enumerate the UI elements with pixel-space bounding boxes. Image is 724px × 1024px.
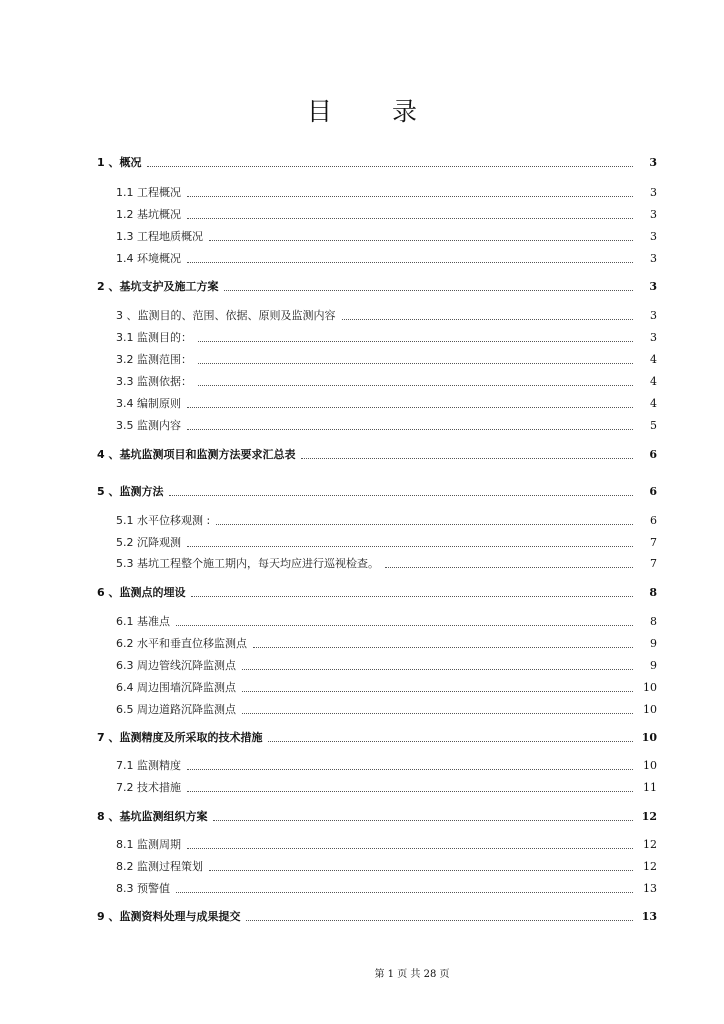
toc-entry-page: 12 xyxy=(643,860,657,873)
toc-entry-page: 3 xyxy=(650,208,657,221)
toc-entry[interactable] xyxy=(116,248,657,266)
page-title: 目 录 xyxy=(307,97,443,126)
toc-entry-label: 7 、监测精度及所采取的技术措施 xyxy=(97,731,263,744)
toc-entry-page: 4 xyxy=(650,397,657,410)
toc-entry-label: 6.1 基准点 xyxy=(116,615,170,628)
toc-entry-page: 11 xyxy=(643,781,657,794)
toc-entry[interactable] xyxy=(116,755,657,773)
toc-entry-page: 9 xyxy=(650,637,657,650)
toc-dot-leader xyxy=(176,625,633,626)
toc-entry-label: 6.5 周边道路沉降监测点 xyxy=(116,703,236,716)
toc-dot-leader xyxy=(246,920,633,921)
toc-entry-label: 7.2 技术措施 xyxy=(116,781,181,794)
toc-dot-leader xyxy=(268,741,633,742)
toc-entry-page: 4 xyxy=(650,353,657,366)
toc-entry-page: 8 xyxy=(649,586,657,599)
toc-entry[interactable] xyxy=(116,553,657,571)
toc-entry-label: 3.4 编制原则 xyxy=(116,397,181,410)
toc-entry[interactable] xyxy=(116,349,657,367)
page-footer xyxy=(0,965,724,980)
toc-dot-leader xyxy=(242,713,633,714)
toc-dot-leader xyxy=(169,495,633,496)
toc-dot-leader xyxy=(198,341,633,342)
toc-entry[interactable] xyxy=(116,699,657,717)
toc-dot-leader xyxy=(385,567,633,568)
toc-entry-page: 13 xyxy=(641,910,657,923)
toc-dot-leader xyxy=(253,647,633,648)
toc-entry-label: 6 、监测点的埋设 xyxy=(97,586,186,599)
toc-entry-page: 3 xyxy=(650,230,657,243)
toc-dot-leader xyxy=(301,458,633,459)
toc-entry-label: 1 、概况 xyxy=(97,156,142,169)
toc-dot-leader xyxy=(242,669,633,670)
toc-entry-label: 3 、监测目的、范围、依据、原则及监测内容 xyxy=(116,309,336,322)
toc-entry-page: 3 xyxy=(649,156,657,169)
toc-entry[interactable] xyxy=(97,444,657,462)
toc-entry-page: 13 xyxy=(643,882,657,895)
toc-entry-label: 5.2 沉降观测 xyxy=(116,536,181,549)
toc-entry[interactable] xyxy=(97,481,657,499)
toc-entry[interactable] xyxy=(116,305,657,323)
toc-entry-page: 8 xyxy=(650,615,657,628)
toc-entry-label: 3.3 监测依据： xyxy=(116,375,192,388)
toc-entry[interactable] xyxy=(116,415,657,433)
toc-entry[interactable] xyxy=(116,226,657,244)
toc-dot-leader xyxy=(187,429,633,430)
toc-dot-leader xyxy=(187,196,633,197)
toc-dot-leader xyxy=(191,596,633,597)
toc-entry[interactable] xyxy=(116,834,657,852)
toc-entry-page: 12 xyxy=(643,838,657,851)
toc-dot-leader xyxy=(187,407,633,408)
toc-entry-label: 1.1 工程概况 xyxy=(116,186,181,199)
toc-entry-page: 7 xyxy=(650,536,657,549)
toc-entry-page: 5 xyxy=(650,419,657,432)
toc-entry-label: 6.2 水平和垂直位移监测点 xyxy=(116,637,247,650)
toc-dot-leader xyxy=(187,769,633,770)
toc-dot-leader xyxy=(198,363,633,364)
toc-entry-page: 4 xyxy=(650,375,657,388)
toc-dot-leader xyxy=(224,290,633,291)
toc-entry[interactable] xyxy=(116,655,657,673)
toc-entry-label: 3.1 监测目的： xyxy=(116,331,192,344)
toc-entry-label: 7.1 监测精度 xyxy=(116,759,181,772)
toc-entry[interactable] xyxy=(116,677,657,695)
toc-dot-leader xyxy=(242,691,633,692)
toc-entry-label: 9 、监测资料处理与成果提交 xyxy=(97,910,241,923)
toc-entry[interactable] xyxy=(97,152,657,170)
toc-entry[interactable] xyxy=(97,806,657,824)
toc-dot-leader xyxy=(187,262,633,263)
toc-dot-leader xyxy=(187,546,633,547)
toc-entry-page: 3 xyxy=(650,186,657,199)
toc-entry[interactable] xyxy=(116,878,657,896)
toc-entry-label: 8.3 预警值 xyxy=(116,882,170,895)
toc-entry[interactable] xyxy=(116,327,657,345)
toc-entry-label: 8.1 监测周期 xyxy=(116,838,181,851)
toc-dot-leader xyxy=(213,820,633,821)
toc-entry[interactable] xyxy=(116,393,657,411)
toc-entry-label: 1.2 基坑概况 xyxy=(116,208,181,221)
toc-entry-label: 4 、基坑监测项目和监测方法要求汇总表 xyxy=(97,448,296,461)
toc-dot-leader xyxy=(342,319,634,320)
toc-entry-label: 1.3 工程地质概况 xyxy=(116,230,203,243)
toc-entry-page: 6 xyxy=(650,514,657,527)
toc-entry[interactable] xyxy=(116,532,657,550)
toc-entry-page: 3 xyxy=(649,280,657,293)
toc-entry-label: 8 、基坑监测组织方案 xyxy=(97,810,208,823)
toc-entry-page: 6 xyxy=(649,485,657,498)
toc-entry[interactable] xyxy=(116,182,657,200)
toc-entry[interactable] xyxy=(116,371,657,389)
toc-entry[interactable] xyxy=(116,510,657,528)
toc-dot-leader xyxy=(187,791,633,792)
toc-entry-page: 12 xyxy=(641,810,657,823)
toc-entry[interactable] xyxy=(116,856,657,874)
toc-entry-page: 10 xyxy=(643,759,657,772)
toc-entry-page: 3 xyxy=(650,309,657,322)
toc-dot-leader xyxy=(176,892,633,893)
toc-dot-leader xyxy=(198,385,633,386)
toc-dot-leader xyxy=(187,848,633,849)
toc-entry[interactable] xyxy=(116,611,657,629)
toc-entry-page: 6 xyxy=(649,448,657,461)
toc-entry-label: 5.1 水平位移观测 : xyxy=(116,514,211,527)
toc-entry[interactable] xyxy=(97,906,657,924)
toc-entry[interactable] xyxy=(116,633,657,651)
toc-entry-label: 5 、监测方法 xyxy=(97,485,164,498)
toc-entry-label: 5.3 基坑工程整个施工期内，每天均应进行巡视检查。 xyxy=(116,557,379,570)
toc-entry-page: 10 xyxy=(643,703,657,716)
toc-entry-page: 9 xyxy=(650,659,657,672)
toc-dot-leader xyxy=(147,166,633,167)
toc-entry-page: 7 xyxy=(650,557,657,570)
toc-entry-page: 10 xyxy=(643,681,657,694)
toc-entry-label: 8.2 监测过程策划 xyxy=(116,860,203,873)
toc-entry[interactable] xyxy=(97,727,657,745)
toc-entry[interactable] xyxy=(116,777,657,795)
toc-dot-leader xyxy=(187,218,633,219)
toc-entry-label: 3.2 监测范围： xyxy=(116,353,192,366)
toc-entry-label: 6.3 周边管线沉降监测点 xyxy=(116,659,236,672)
page-number-label: 第 1 页 共 28 页 xyxy=(374,969,450,980)
toc-dot-leader xyxy=(216,524,633,525)
toc-entry-page: 10 xyxy=(641,731,657,744)
toc-entry[interactable] xyxy=(97,582,657,600)
toc-entry[interactable] xyxy=(116,204,657,222)
toc-entry-page: 3 xyxy=(650,331,657,344)
toc-entry[interactable] xyxy=(97,276,657,294)
toc-entry-label: 6.4 周边围墙沉降监测点 xyxy=(116,681,236,694)
toc-entry-page: 3 xyxy=(650,252,657,265)
toc-entry-label: 3.5 监测内容 xyxy=(116,419,181,432)
toc-entry-label: 2 、基坑支护及施工方案 xyxy=(97,280,219,293)
toc-dot-leader xyxy=(209,870,633,871)
toc-entry-label: 1.4 环境概况 xyxy=(116,252,181,265)
toc-dot-leader xyxy=(209,240,633,241)
